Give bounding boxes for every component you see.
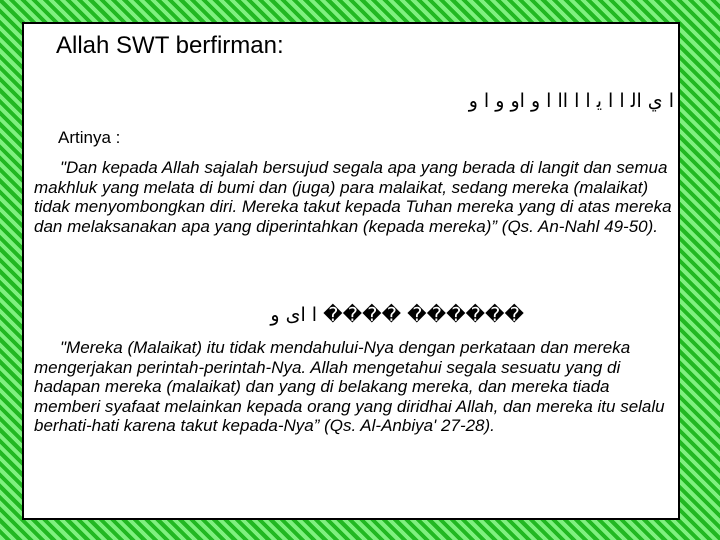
slide-content bbox=[22, 22, 680, 520]
translation-paragraph-2: "Mereka (Malaikat) itu tidak mendahului-Nya dengan perkataan dan mereka mengerjakan perintah-perintah-Nya. Allah mengetahui segala sesuatu yang di hadapan mereka (malaikat) dan yang di belakang mereka, dan mereka tiada memberi syafaat melainkan kepada orang yang diridhai Allah, dan mereka itu selalu berhati-hati karena takut kepada-Nya” (Qs. Al-Anbiya' 27-28). bbox=[34, 338, 665, 435]
translation-label: Artinya : bbox=[58, 128, 121, 147]
slide-heading: Allah SWT berfirman: bbox=[56, 32, 284, 59]
arabic-verse-1: ا ي ﺍﻟ ﺍ ﺍ ﻳ ﺍ ﺍ ﺍﺍ ﺍ ﻭ ﺍﻭ ﻭ ﺍ ﻭ bbox=[468, 90, 674, 112]
translation-paragraph-1: "Dan kepada Allah sajalah bersujud segala apa yang berada di langit dan semua makhluk yang melata di bumi dan (juga) para malaikat, sedang mereka (malaikat) tidak menyombongkan diri. Mereka takut kepada Tuhan mereka yang di atas mereka dan melaksanakan apa yang diperintahkan (kepada mereka)” (Qs. An-Nahl 49-50). bbox=[34, 158, 672, 236]
arabic-verse-2: ������ ���� ﺍ ﺍﻯ ﻭ bbox=[270, 304, 524, 326]
